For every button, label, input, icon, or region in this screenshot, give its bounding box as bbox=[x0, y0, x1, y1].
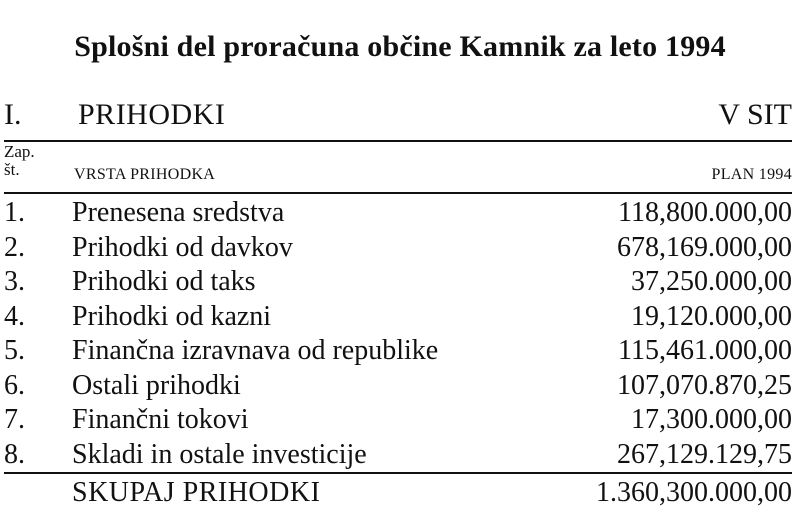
table-row bbox=[4, 334, 792, 369]
row-amount: 19,120.000,00 bbox=[631, 300, 792, 332]
document-title: Splošni del proračuna občine Kamnik za leto 1994 bbox=[74, 30, 726, 63]
row-number: 7. bbox=[4, 404, 25, 435]
header-bottom-rule bbox=[4, 192, 792, 194]
table-row bbox=[4, 196, 792, 231]
row-label: Finančna izravnava od republike bbox=[72, 335, 439, 366]
table-row bbox=[4, 438, 792, 473]
col-header-plan: PLAN 1994 bbox=[711, 166, 792, 183]
row-label: Ostali prihodki bbox=[72, 369, 241, 401]
row-amount: 115,461.000,00 bbox=[618, 335, 792, 366]
header-top-rule bbox=[4, 140, 792, 142]
col-header-type: VRSTA PRIHODKA bbox=[74, 166, 216, 183]
currency-note: V SIT bbox=[718, 98, 792, 131]
col-header-number-line1: Zap. bbox=[4, 142, 35, 161]
row-amount: 17,300.000,00 bbox=[631, 404, 792, 435]
total-row bbox=[4, 476, 792, 512]
row-number: 2. bbox=[4, 231, 25, 263]
total-label: SKUPAJ PRIHODKI bbox=[72, 477, 321, 508]
table-row bbox=[4, 300, 792, 335]
row-number: 3. bbox=[4, 266, 25, 297]
table-row bbox=[4, 403, 792, 438]
row-amount: 37,250.000,00 bbox=[631, 266, 792, 297]
row-label: Finančni tokovi bbox=[72, 404, 249, 435]
row-amount: 107,070.870,25 bbox=[617, 369, 792, 401]
col-header-number-line2: št. bbox=[4, 160, 20, 179]
row-label: Prenesena sredstva bbox=[72, 197, 285, 228]
row-number: 1. bbox=[4, 197, 25, 228]
section-header bbox=[4, 98, 792, 138]
column-headers bbox=[4, 143, 792, 189]
row-number: 6. bbox=[4, 369, 25, 401]
row-number: 5. bbox=[4, 335, 25, 366]
row-amount: 678,169.000,00 bbox=[617, 231, 792, 263]
row-amount: 267,129.129,75 bbox=[617, 438, 792, 470]
table-row bbox=[4, 265, 792, 300]
row-label: Prihodki od taks bbox=[72, 266, 256, 297]
col-header-number bbox=[4, 143, 64, 179]
table-row bbox=[4, 369, 792, 404]
row-number: 4. bbox=[4, 300, 25, 332]
section-name: PRIHODKI bbox=[78, 98, 226, 131]
row-label: Skladi in ostale investicije bbox=[72, 438, 367, 470]
row-label: Prihodki od davkov bbox=[72, 231, 293, 263]
section-number: I. bbox=[4, 98, 22, 131]
total-rule bbox=[4, 472, 792, 474]
revenue-table bbox=[4, 196, 792, 472]
row-label: Prihodki od kazni bbox=[72, 300, 272, 332]
row-number: 8. bbox=[4, 438, 25, 470]
total-amount: 1.360,300.000,00 bbox=[596, 477, 792, 508]
row-amount: 118,800.000,00 bbox=[618, 197, 792, 228]
table-row bbox=[4, 231, 792, 266]
